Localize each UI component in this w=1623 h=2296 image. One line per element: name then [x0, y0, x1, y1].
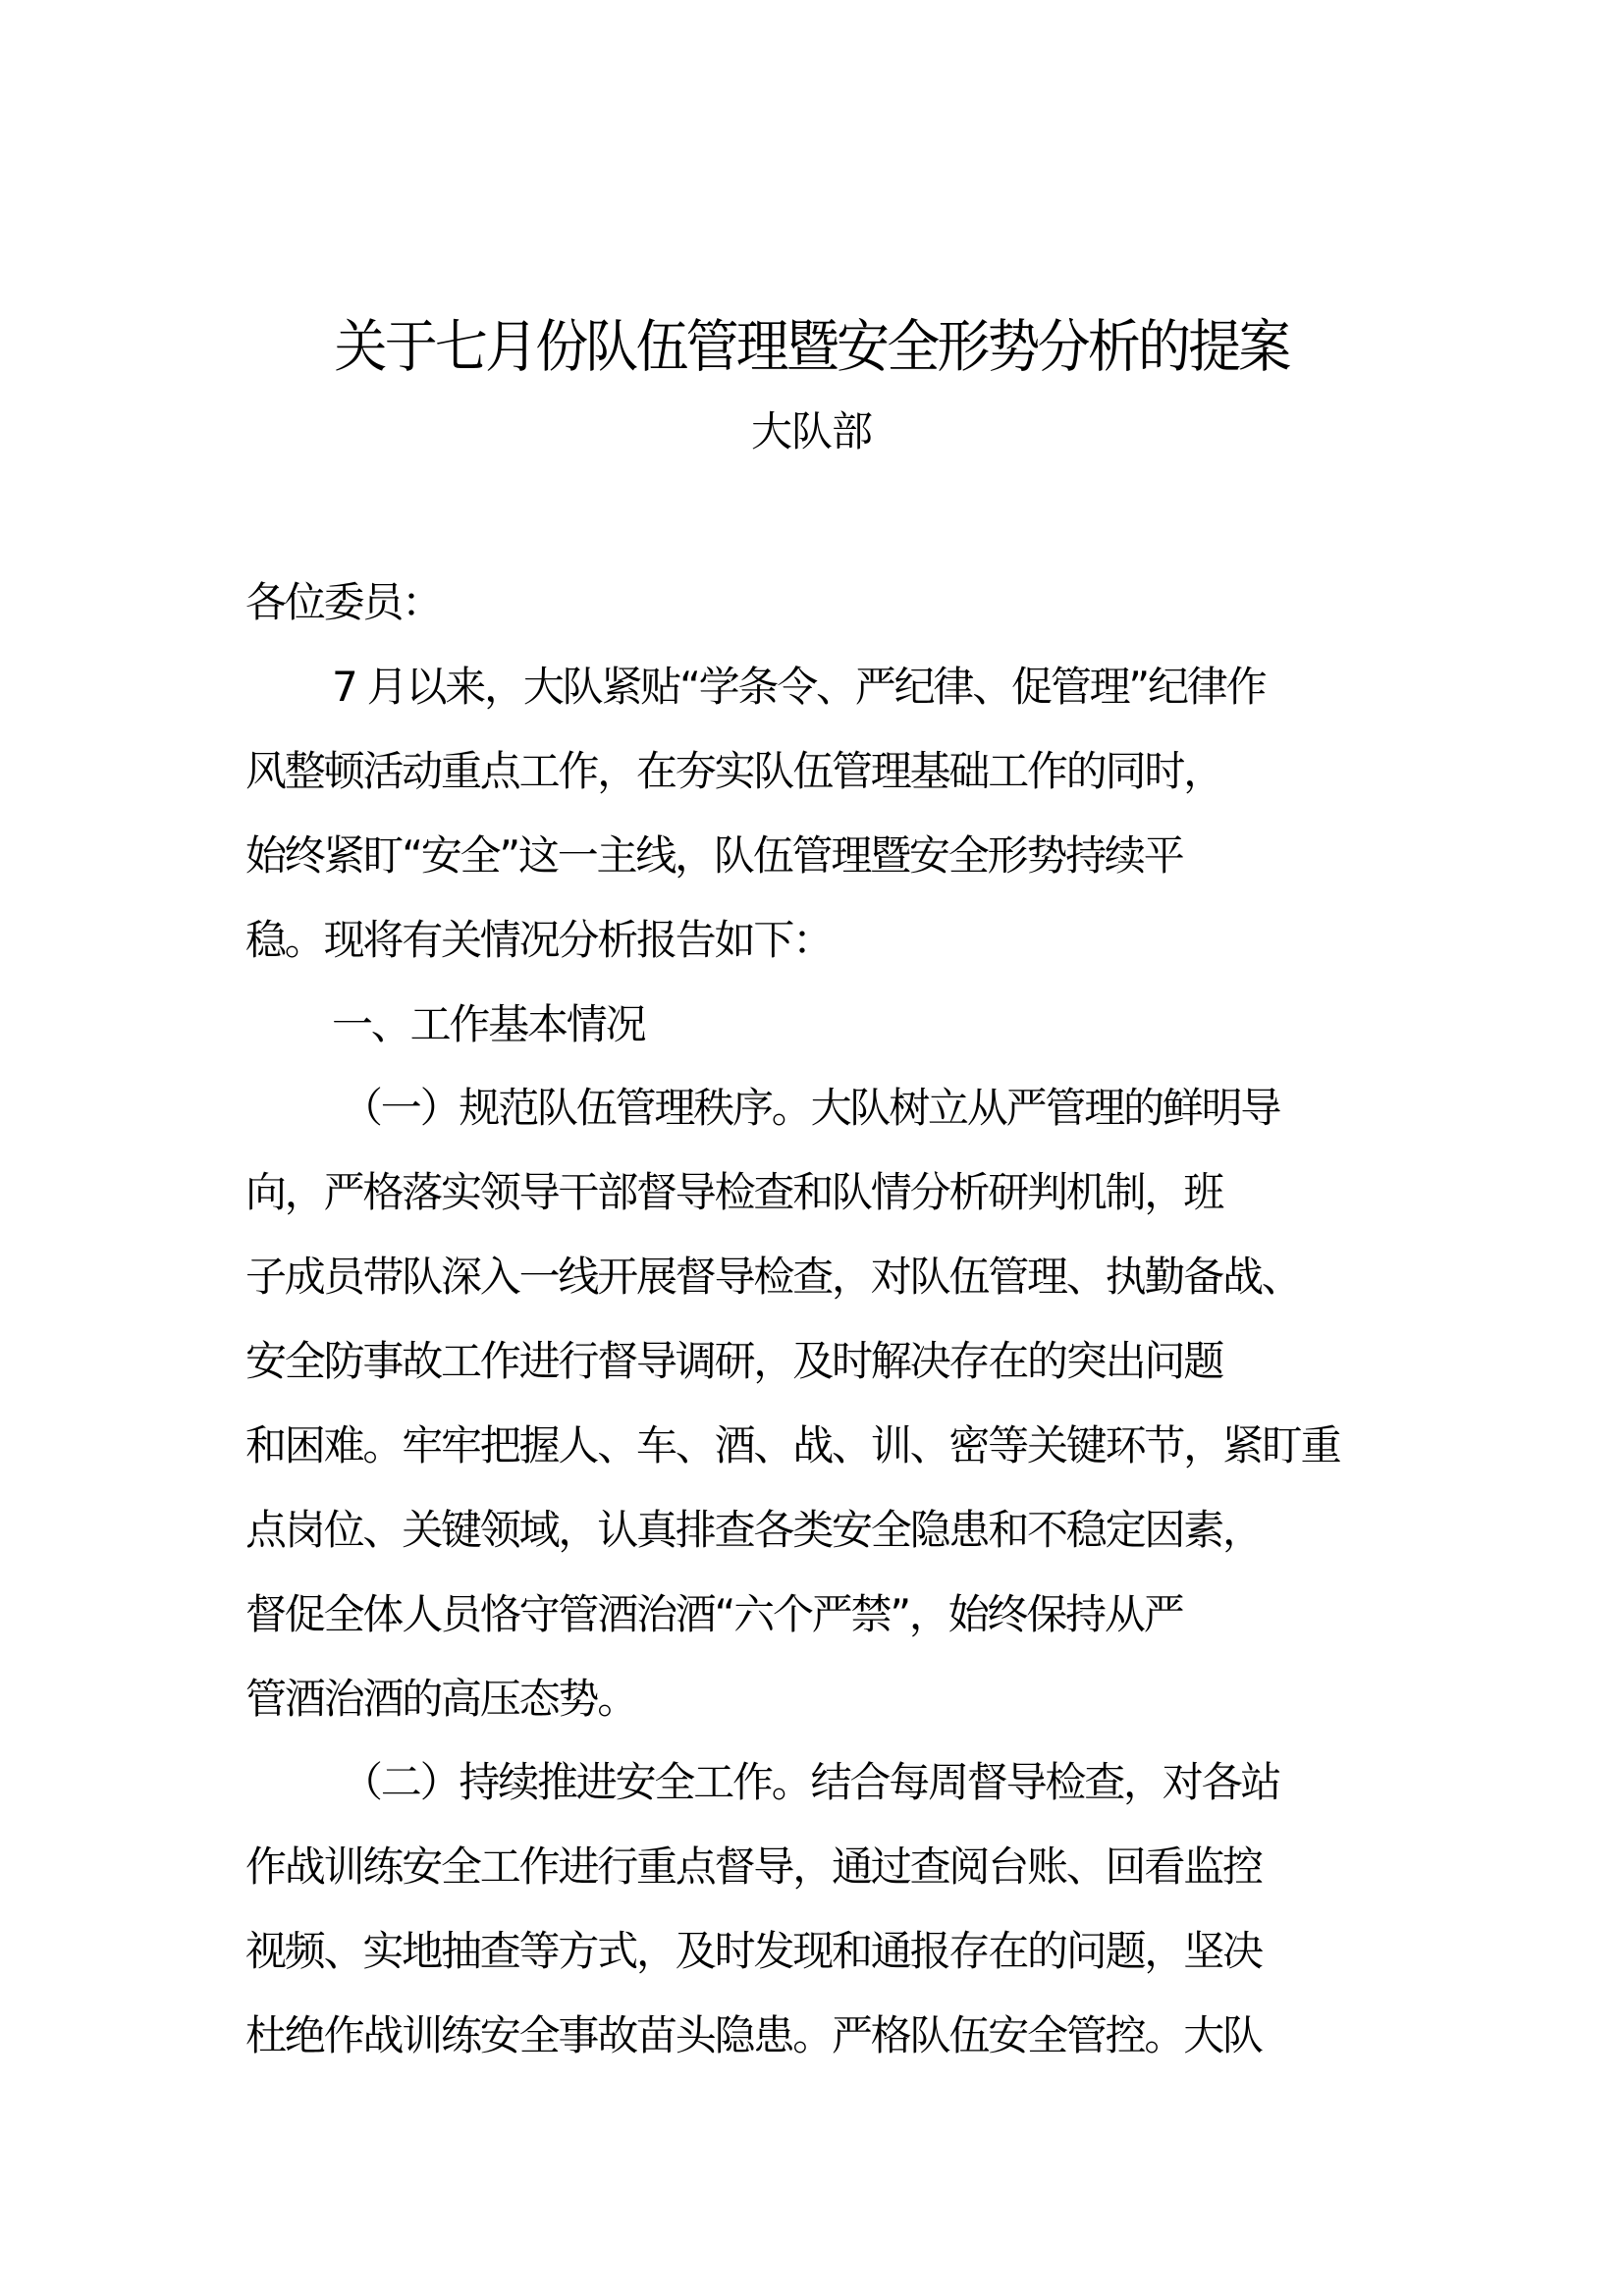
paragraph-line: 和困难。牢牢把握人、车、酒、战、训、密等关键环节，紧盯重: [245, 1421, 1340, 1469]
paragraph-line: 风整顿活动重点工作，在夯实队伍管理基础工作的同时，: [245, 747, 1223, 795]
paragraph-line: 稳。现将有关情况分析报告如下：: [245, 916, 833, 964]
section-heading: 一、工作基本情况: [332, 1000, 645, 1048]
paragraph-line: 杜绝作战训练安全事故苗头隐患。严格队伍安全管控。大队: [245, 2011, 1262, 2059]
paragraph-line: 作战训练安全工作进行重点督导，通过查阅台账、回看监控: [245, 1842, 1262, 1891]
document-author: 大队部: [750, 407, 872, 455]
paragraph-line: 向，严格落实领导干部督导检查和队情分析研判机制，班: [245, 1168, 1223, 1216]
paragraph-line: 始终紧盯“安全”这一主线，队伍管理暨安全形势持续平: [245, 831, 1183, 880]
paragraph-line: 安全防事故工作进行督导调研，及时解决存在的突出问题: [245, 1337, 1223, 1385]
paragraph-line: 7 月以来，大队紧贴“学条令、严纪律、促管理”纪律作: [332, 663, 1266, 711]
paragraph-line: 督促全体人员恪守管酒治酒“六个严禁”，始终保持从严: [245, 1590, 1183, 1638]
paragraph-line: 视频、实地抽查等方式，及时发现和通报存在的问题，坚决: [245, 1927, 1262, 1975]
paragraph-line: 子成员带队深入一线开展督导检查，对队伍管理、执勤备战、: [245, 1253, 1301, 1301]
paragraph-line: 管酒治酒的高压态势。: [245, 1675, 637, 1723]
paragraph-line: （二）持续推进安全工作。结合每周督导检查，对各站: [342, 1758, 1280, 1806]
salutation: 各位委员：: [245, 578, 442, 626]
document-title: 关于七月份队伍管理暨安全形势分析的提案: [334, 313, 1289, 380]
paragraph-line: 点岗位、关键领域，认真排查各类安全隐患和不稳定因素，: [245, 1506, 1262, 1554]
paragraph-line: （一）规范队伍管理秩序。大队树立从严管理的鲜明导: [342, 1084, 1280, 1132]
